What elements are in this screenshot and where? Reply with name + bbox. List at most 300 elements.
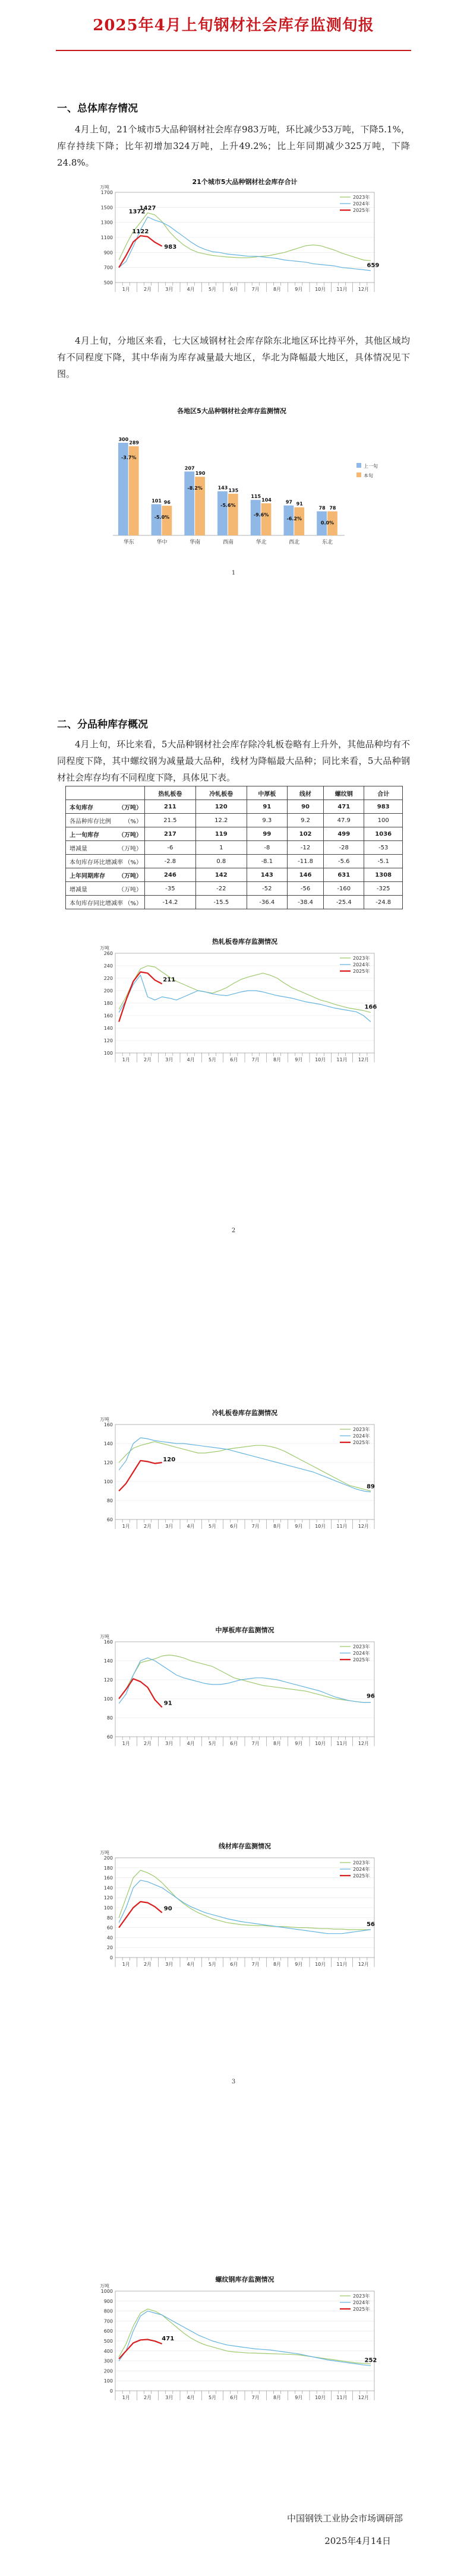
y-tick-label: 100 <box>103 1696 113 1702</box>
chart-title: 冷轧板卷库存监测情况 <box>212 1409 277 1417</box>
data-label: 659 <box>367 262 380 269</box>
change-pct-label: -9.6% <box>253 512 269 518</box>
x-month-label: 8月 <box>273 1057 282 1062</box>
x-month-label: 10月 <box>315 2395 326 2400</box>
table-cell: 1036 <box>364 827 403 841</box>
legend-label: 2023年 <box>353 195 370 200</box>
x-category-label: 华中 <box>156 540 168 545</box>
x-month-label: 5月 <box>208 1524 217 1529</box>
x-month-label: 3月 <box>165 2395 173 2400</box>
table-cell: 1 <box>195 841 247 855</box>
x-month-label: 8月 <box>273 2395 282 2400</box>
x-month-label: 6月 <box>230 1524 238 1529</box>
x-month-label: 9月 <box>295 1057 303 1062</box>
y-tick-label: 120 <box>103 1038 113 1043</box>
table-row-label <box>66 814 145 827</box>
legend-label: 2023年 <box>353 2293 370 2299</box>
series-line-2023 <box>119 2309 371 2364</box>
legend-label: 2023年 <box>353 1644 370 1649</box>
bar-previous <box>217 491 228 535</box>
x-month-label: 5月 <box>208 2395 217 2400</box>
y-tick-label: 160 <box>103 1422 113 1427</box>
row-label-text: 增减量 <box>70 845 87 852</box>
series-line-2023 <box>119 1442 371 1491</box>
legend-label: 2024年 <box>353 2300 370 2305</box>
table-cell: 631 <box>324 868 364 882</box>
table-row <box>66 827 403 841</box>
table-row <box>66 868 403 882</box>
x-month-label: 12月 <box>358 2395 369 2400</box>
bar-current <box>261 503 272 535</box>
x-month-label: 7月 <box>251 1057 260 1062</box>
bar-value-label: 143 <box>217 485 228 491</box>
table-cell: 119 <box>195 827 247 841</box>
x-month-label: 4月 <box>187 1962 195 1967</box>
legend-label: 2023年 <box>353 956 370 961</box>
x-month-label: 10月 <box>315 1741 326 1746</box>
y-tick-label: 200 <box>103 988 113 994</box>
row-label-text: 本旬库存环比增减率 <box>70 859 123 866</box>
table-row-label <box>66 896 145 909</box>
x-month-label: 9月 <box>295 2395 303 2400</box>
table-cell: -36.4 <box>247 896 287 909</box>
bar-previous <box>184 471 194 535</box>
table-row-label <box>66 841 145 855</box>
data-label: 1122 <box>132 229 149 236</box>
table-header-cell: 冷轧板卷 <box>195 786 247 800</box>
table-cell: -38.4 <box>288 896 324 909</box>
x-category-label: 华北 <box>255 540 267 545</box>
y-tick-label: 180 <box>103 1865 113 1871</box>
signature-date: 2025年4月14日 <box>324 2536 391 2546</box>
chart-rebar-svg <box>89 2273 386 2416</box>
bar-value-label: 91 <box>296 501 303 507</box>
chart-plate-svg <box>89 1624 386 1760</box>
series-line-2024 <box>119 975 371 1022</box>
row-label-text: 增减量 <box>70 886 87 893</box>
x-month-label: 6月 <box>230 2395 238 2400</box>
row-unit-text: （万吨） <box>118 845 142 852</box>
x-month-label: 7月 <box>251 287 260 292</box>
x-month-label: 6月 <box>230 287 238 292</box>
y-tick-label: 140 <box>103 1885 113 1891</box>
chart-title: 螺纹钢库存监测情况 <box>215 2276 274 2283</box>
bar-value-label: 97 <box>285 499 292 505</box>
x-month-label: 1月 <box>122 1741 130 1746</box>
series-line-2023 <box>119 966 371 1013</box>
table-row-label <box>66 827 145 841</box>
x-month-label: 12月 <box>358 1741 369 1746</box>
series-line-2025 <box>119 1902 162 1928</box>
legend-label: 2023年 <box>353 1860 370 1866</box>
section2-para1: 4月上旬，环比来看，5大品种钢材社会库存除冷轧板卷略有上升外，其他品种均有不同程度下降，其中螺纹钢为减量最大品种，线材为降幅最大品种；同比来看，5大品种钢材社会库存均有不同程度下降，具体见下表。 <box>57 739 410 783</box>
x-month-label: 11月 <box>336 287 348 292</box>
x-month-label: 10月 <box>315 1524 326 1529</box>
table-cell: -14.2 <box>145 896 196 909</box>
bar-current <box>228 494 238 535</box>
table-row <box>66 800 403 814</box>
x-month-label: 3月 <box>165 1962 173 1967</box>
y-tick-label: 300 <box>103 2358 113 2364</box>
x-month-label: 11月 <box>336 1962 348 1967</box>
bar-value-label: 207 <box>184 465 195 471</box>
table-cell: 102 <box>288 827 324 841</box>
legend-swatch <box>356 463 361 468</box>
x-month-label: 2月 <box>143 2395 152 2400</box>
y-tick-label: 1500 <box>100 205 113 211</box>
legend-label: 2024年 <box>353 1867 370 1872</box>
y-axis-unit: 万吨 <box>100 2283 109 2289</box>
change-pct-label: -5.0% <box>154 515 170 521</box>
legend-label: 2024年 <box>353 1651 370 1656</box>
table-cell: -8.1 <box>247 855 287 868</box>
table-cell: 100 <box>364 814 403 827</box>
x-month-label: 7月 <box>251 1524 260 1529</box>
bar-value-label: 101 <box>152 498 162 504</box>
x-month-label: 2月 <box>143 287 152 292</box>
table-cell: 120 <box>195 800 247 814</box>
table-header-cell: 线材 <box>288 786 324 800</box>
plot-frame <box>115 1425 374 1519</box>
x-month-label: 2月 <box>143 1057 152 1062</box>
bar-value-label: 104 <box>261 497 272 503</box>
table-header-cell: 螺纹钢 <box>324 786 364 800</box>
legend-label: 本旬 <box>364 473 373 478</box>
y-tick-label: 80 <box>106 1715 113 1721</box>
legend-label: 2025年 <box>353 2307 370 2312</box>
x-month-label: 8月 <box>273 287 282 292</box>
chart-wire <box>89 1840 386 1982</box>
y-tick-label: 260 <box>103 951 113 956</box>
change-pct-label: -6.2% <box>286 516 302 522</box>
y-tick-label: 120 <box>103 1677 113 1683</box>
table-header-cell: 合计 <box>364 786 403 800</box>
change-pct-label: -8.2% <box>187 486 203 491</box>
x-month-label: 1月 <box>122 1524 130 1529</box>
series-line-2024 <box>119 1438 371 1492</box>
table-cell: 9.3 <box>247 814 287 827</box>
table-cell: 90 <box>288 800 324 814</box>
chart-cold <box>89 1407 386 1543</box>
data-label: 91 <box>163 1700 172 1707</box>
x-month-label: 12月 <box>358 1524 369 1529</box>
y-tick-label: 180 <box>103 1001 113 1006</box>
row-unit-text: （%） <box>124 859 142 866</box>
y-tick-label: 800 <box>103 2308 113 2314</box>
x-month-label: 4月 <box>187 1524 195 1529</box>
chart-wire-svg <box>89 1840 386 1982</box>
chart-total <box>89 176 386 300</box>
series-line-2023 <box>119 1870 371 1930</box>
y-tick-label: 140 <box>103 1441 113 1446</box>
y-tick-label: 1700 <box>100 190 113 195</box>
data-label: 211 <box>163 976 176 984</box>
series-line-2024 <box>119 2311 371 2366</box>
x-category-label: 西南 <box>222 540 234 545</box>
row-unit-text: （万吨） <box>118 832 142 839</box>
data-label: 89 <box>366 1483 375 1490</box>
row-label-text: 本旬库存同比增减率 <box>70 900 123 907</box>
bar-value-label: 96 <box>163 500 171 506</box>
section1-title: 一、总体库存情况 <box>57 103 138 115</box>
x-month-label: 2月 <box>143 1741 152 1746</box>
table-cell: 0.8 <box>195 855 247 868</box>
y-tick-label: 60 <box>106 1925 113 1931</box>
table-cell: -325 <box>364 882 403 896</box>
x-month-label: 2月 <box>143 1962 152 1967</box>
y-tick-label: 100 <box>103 2378 113 2384</box>
legend-swatch <box>356 472 361 477</box>
x-month-label: 10月 <box>315 1057 326 1062</box>
table-cell: -53 <box>364 841 403 855</box>
chart-title: 中厚板库存监测情况 <box>215 1626 274 1634</box>
y-tick-label: 120 <box>103 1895 113 1901</box>
y-tick-label: 160 <box>103 1013 113 1019</box>
y-tick-label: 1300 <box>100 220 113 226</box>
data-label: 96 <box>366 1693 375 1700</box>
legend-label: 2024年 <box>353 962 370 967</box>
series-line-2024 <box>119 1880 371 1934</box>
table-cell: -15.5 <box>195 896 247 909</box>
table-cell: -11.8 <box>288 855 324 868</box>
chart-title: 各地区5大品种钢材社会库存监测情况 <box>177 407 286 415</box>
y-tick-label: 60 <box>106 1734 113 1740</box>
y-tick-label: 200 <box>103 2368 113 2374</box>
x-month-label: 1月 <box>122 1962 130 1967</box>
y-axis-unit: 万吨 <box>100 946 109 951</box>
x-month-label: 12月 <box>358 1962 369 1967</box>
x-month-label: 3月 <box>165 1057 173 1062</box>
table-cell: 499 <box>324 827 364 841</box>
data-label: 90 <box>163 1905 172 1912</box>
bar-value-label: 78 <box>329 505 336 511</box>
change-pct-label: -3.7% <box>121 455 137 461</box>
x-month-label: 9月 <box>295 287 303 292</box>
y-tick-label: 220 <box>103 976 113 981</box>
row-unit-text: （万吨） <box>118 804 142 811</box>
bar-value-label: 135 <box>228 487 239 493</box>
table-row-label <box>66 800 145 814</box>
table-header-row <box>66 786 403 800</box>
row-unit-text: （万吨） <box>118 873 142 880</box>
table-cell: -160 <box>324 882 364 896</box>
y-tick-label: 400 <box>103 2348 113 2354</box>
table-cell: 246 <box>145 868 196 882</box>
section1-para1: 4月上旬，21个城市5大品种钢材社会库存983万吨，环比减少53万吨，下降5.1%，库存持续下降；比年初增加324万吨，上升49.2%；比上年同期减少325万吨，下降24.8%。 <box>57 124 410 168</box>
legend-label: 2024年 <box>353 201 370 207</box>
table-row <box>66 882 403 896</box>
data-label: 983 <box>164 243 177 250</box>
plot-frame <box>115 1642 374 1737</box>
y-tick-label: 160 <box>103 1639 113 1645</box>
table-row <box>66 814 403 827</box>
x-month-label: 7月 <box>251 2395 260 2400</box>
y-tick-label: 100 <box>103 1479 113 1484</box>
bar-value-label: 300 <box>118 437 129 442</box>
y-tick-label: 20 <box>106 1945 113 1951</box>
legend-label: 2023年 <box>353 1427 370 1432</box>
table-row-label <box>66 855 145 868</box>
page-number: 1 <box>231 570 236 576</box>
y-tick-label: 1100 <box>100 235 113 240</box>
x-month-label: 12月 <box>358 1057 369 1062</box>
section1-para2: 4月上旬，分地区来看，七大区域钢材社会库存除东北地区环比持平外，其他区域均有不同程度下降，其中华南为库存减量最大地区，华北为降幅最大地区，具体情况见下图。 <box>57 335 410 379</box>
x-month-label: 9月 <box>295 1741 303 1746</box>
x-month-label: 1月 <box>122 1057 130 1062</box>
x-month-label: 3月 <box>165 1741 173 1746</box>
y-tick-label: 1000 <box>100 2289 113 2294</box>
x-month-label: 5月 <box>208 287 217 292</box>
y-tick-label: 160 <box>103 1875 113 1881</box>
data-label: 471 <box>162 2335 175 2342</box>
table-cell: 983 <box>364 800 403 814</box>
y-tick-label: 200 <box>103 1855 113 1861</box>
x-month-label: 3月 <box>165 1524 173 1529</box>
chart-regions <box>89 404 398 558</box>
bar-value-label: 115 <box>251 494 261 500</box>
section2-title: 二、分品种库存概况 <box>57 719 148 731</box>
y-axis-unit: 万吨 <box>100 1417 109 1422</box>
x-month-label: 10月 <box>315 1962 326 1967</box>
chart-title: 线材库存监测情况 <box>219 1842 271 1850</box>
x-month-label: 4月 <box>187 1057 195 1062</box>
y-tick-label: 700 <box>103 265 113 271</box>
x-month-label: 5月 <box>208 1962 217 1967</box>
y-tick-label: 60 <box>106 1517 113 1522</box>
change-pct-label: 0.0% <box>320 520 335 526</box>
y-tick-label: 80 <box>106 1915 113 1921</box>
y-tick-label: 900 <box>103 250 113 256</box>
bar-previous <box>251 500 261 535</box>
x-month-label: 5月 <box>208 1057 217 1062</box>
x-month-label: 6月 <box>230 1741 238 1746</box>
x-month-label: 4月 <box>187 287 195 292</box>
inventory-table <box>65 786 403 909</box>
data-label: 120 <box>163 1457 176 1463</box>
y-tick-label: 140 <box>103 1658 113 1664</box>
table-cell: 9.2 <box>288 814 324 827</box>
series-line-2025 <box>119 1679 162 1707</box>
x-month-label: 11月 <box>336 1057 348 1062</box>
table-cell: 217 <box>145 827 196 841</box>
legend-label: 上一旬 <box>364 464 378 469</box>
x-category-label: 华东 <box>123 540 134 545</box>
table-cell: -2.8 <box>145 855 196 868</box>
y-tick-label: 900 <box>103 2298 113 2304</box>
legend-label: 2025年 <box>353 1657 370 1663</box>
legend-label: 2025年 <box>353 969 370 974</box>
y-tick-label: 140 <box>103 1026 113 1031</box>
table-cell: 146 <box>288 868 324 882</box>
table-cell: -24.8 <box>364 896 403 909</box>
x-month-label: 9月 <box>295 1524 303 1529</box>
table-cell: -35 <box>145 882 196 896</box>
x-month-label: 12月 <box>358 287 369 292</box>
row-label-text: 上年同期库存 <box>70 873 105 880</box>
data-label: 252 <box>364 2357 377 2364</box>
table-cell: -22 <box>195 882 247 896</box>
row-unit-text: （%） <box>124 900 142 907</box>
x-month-label: 11月 <box>336 1741 348 1746</box>
bar-value-label: 190 <box>195 471 206 477</box>
legend-label: 2024年 <box>353 1433 370 1439</box>
chart-hot-svg <box>89 935 386 1078</box>
data-label: 166 <box>364 1004 377 1011</box>
x-month-label: 1月 <box>122 2395 130 2400</box>
table-cell: 143 <box>247 868 287 882</box>
chart-cold-svg <box>89 1407 386 1543</box>
chart-regions-svg <box>89 404 398 558</box>
table-cell: 142 <box>195 868 247 882</box>
signature-org: 中国钢铁工业协会市场调研部 <box>286 2513 403 2524</box>
table-cell: -5.6 <box>324 855 364 868</box>
table-row-label <box>66 882 145 896</box>
y-tick-label: 500 <box>103 280 113 285</box>
legend-label: 2025年 <box>353 1440 370 1445</box>
page-number: 3 <box>231 2079 236 2085</box>
x-category-label: 西北 <box>289 540 300 545</box>
report-title: 2025年4月上旬钢材社会库存监测旬报 <box>93 17 374 34</box>
row-unit-text: （万吨） <box>118 886 142 893</box>
x-month-label: 7月 <box>251 1741 260 1746</box>
x-month-label: 8月 <box>273 1741 282 1746</box>
table-header-cell <box>66 786 145 800</box>
x-month-label: 6月 <box>230 1962 238 1967</box>
y-tick-label: 240 <box>103 963 113 969</box>
y-tick-label: 100 <box>103 1905 113 1911</box>
table-cell: -52 <box>247 882 287 896</box>
chart-title: 热轧板卷库存监测情况 <box>212 938 277 946</box>
series-line-2025 <box>119 1461 162 1491</box>
bar-value-label: 289 <box>129 440 140 446</box>
y-tick-label: 0 <box>109 2388 113 2394</box>
table-cell: -28 <box>324 841 364 855</box>
data-label: 1372 <box>128 208 146 215</box>
y-tick-label: 80 <box>106 1498 113 1503</box>
title-divider <box>56 50 411 51</box>
table-cell: 99 <box>247 827 287 841</box>
table-cell: 12.2 <box>195 814 247 827</box>
x-month-label: 5月 <box>208 1741 217 1746</box>
x-month-label: 2月 <box>143 1524 152 1529</box>
table-cell: 91 <box>247 800 287 814</box>
table-row-label <box>66 868 145 882</box>
series-line-2025 <box>119 2340 162 2359</box>
table-cell: -8 <box>247 841 287 855</box>
series-line-2025 <box>119 236 162 268</box>
table-header-cell: 中厚板 <box>247 786 287 800</box>
x-month-label: 11月 <box>336 1524 348 1529</box>
series-line-2025 <box>119 972 162 1022</box>
chart-title: 21个城市5大品种钢材社会库存合计 <box>192 178 298 186</box>
table-cell: -6 <box>145 841 196 855</box>
x-category-label: 东北 <box>322 540 333 545</box>
y-tick-label: 120 <box>103 1460 113 1465</box>
x-month-label: 4月 <box>187 1741 195 1746</box>
table-header-cell: 热轧板卷 <box>145 786 196 800</box>
legend-label: 2025年 <box>353 208 370 213</box>
table-cell: -5.1 <box>364 855 403 868</box>
x-month-label: 6月 <box>230 1057 238 1062</box>
y-tick-label: 40 <box>106 1935 113 1941</box>
table-cell: 21.5 <box>145 814 196 827</box>
table-cell: 1308 <box>364 868 403 882</box>
x-month-label: 8月 <box>273 1524 282 1529</box>
table-cell: -12 <box>288 841 324 855</box>
page-number: 2 <box>231 1227 236 1234</box>
x-month-label: 9月 <box>295 1962 303 1967</box>
y-axis-unit: 万吨 <box>100 1850 109 1855</box>
